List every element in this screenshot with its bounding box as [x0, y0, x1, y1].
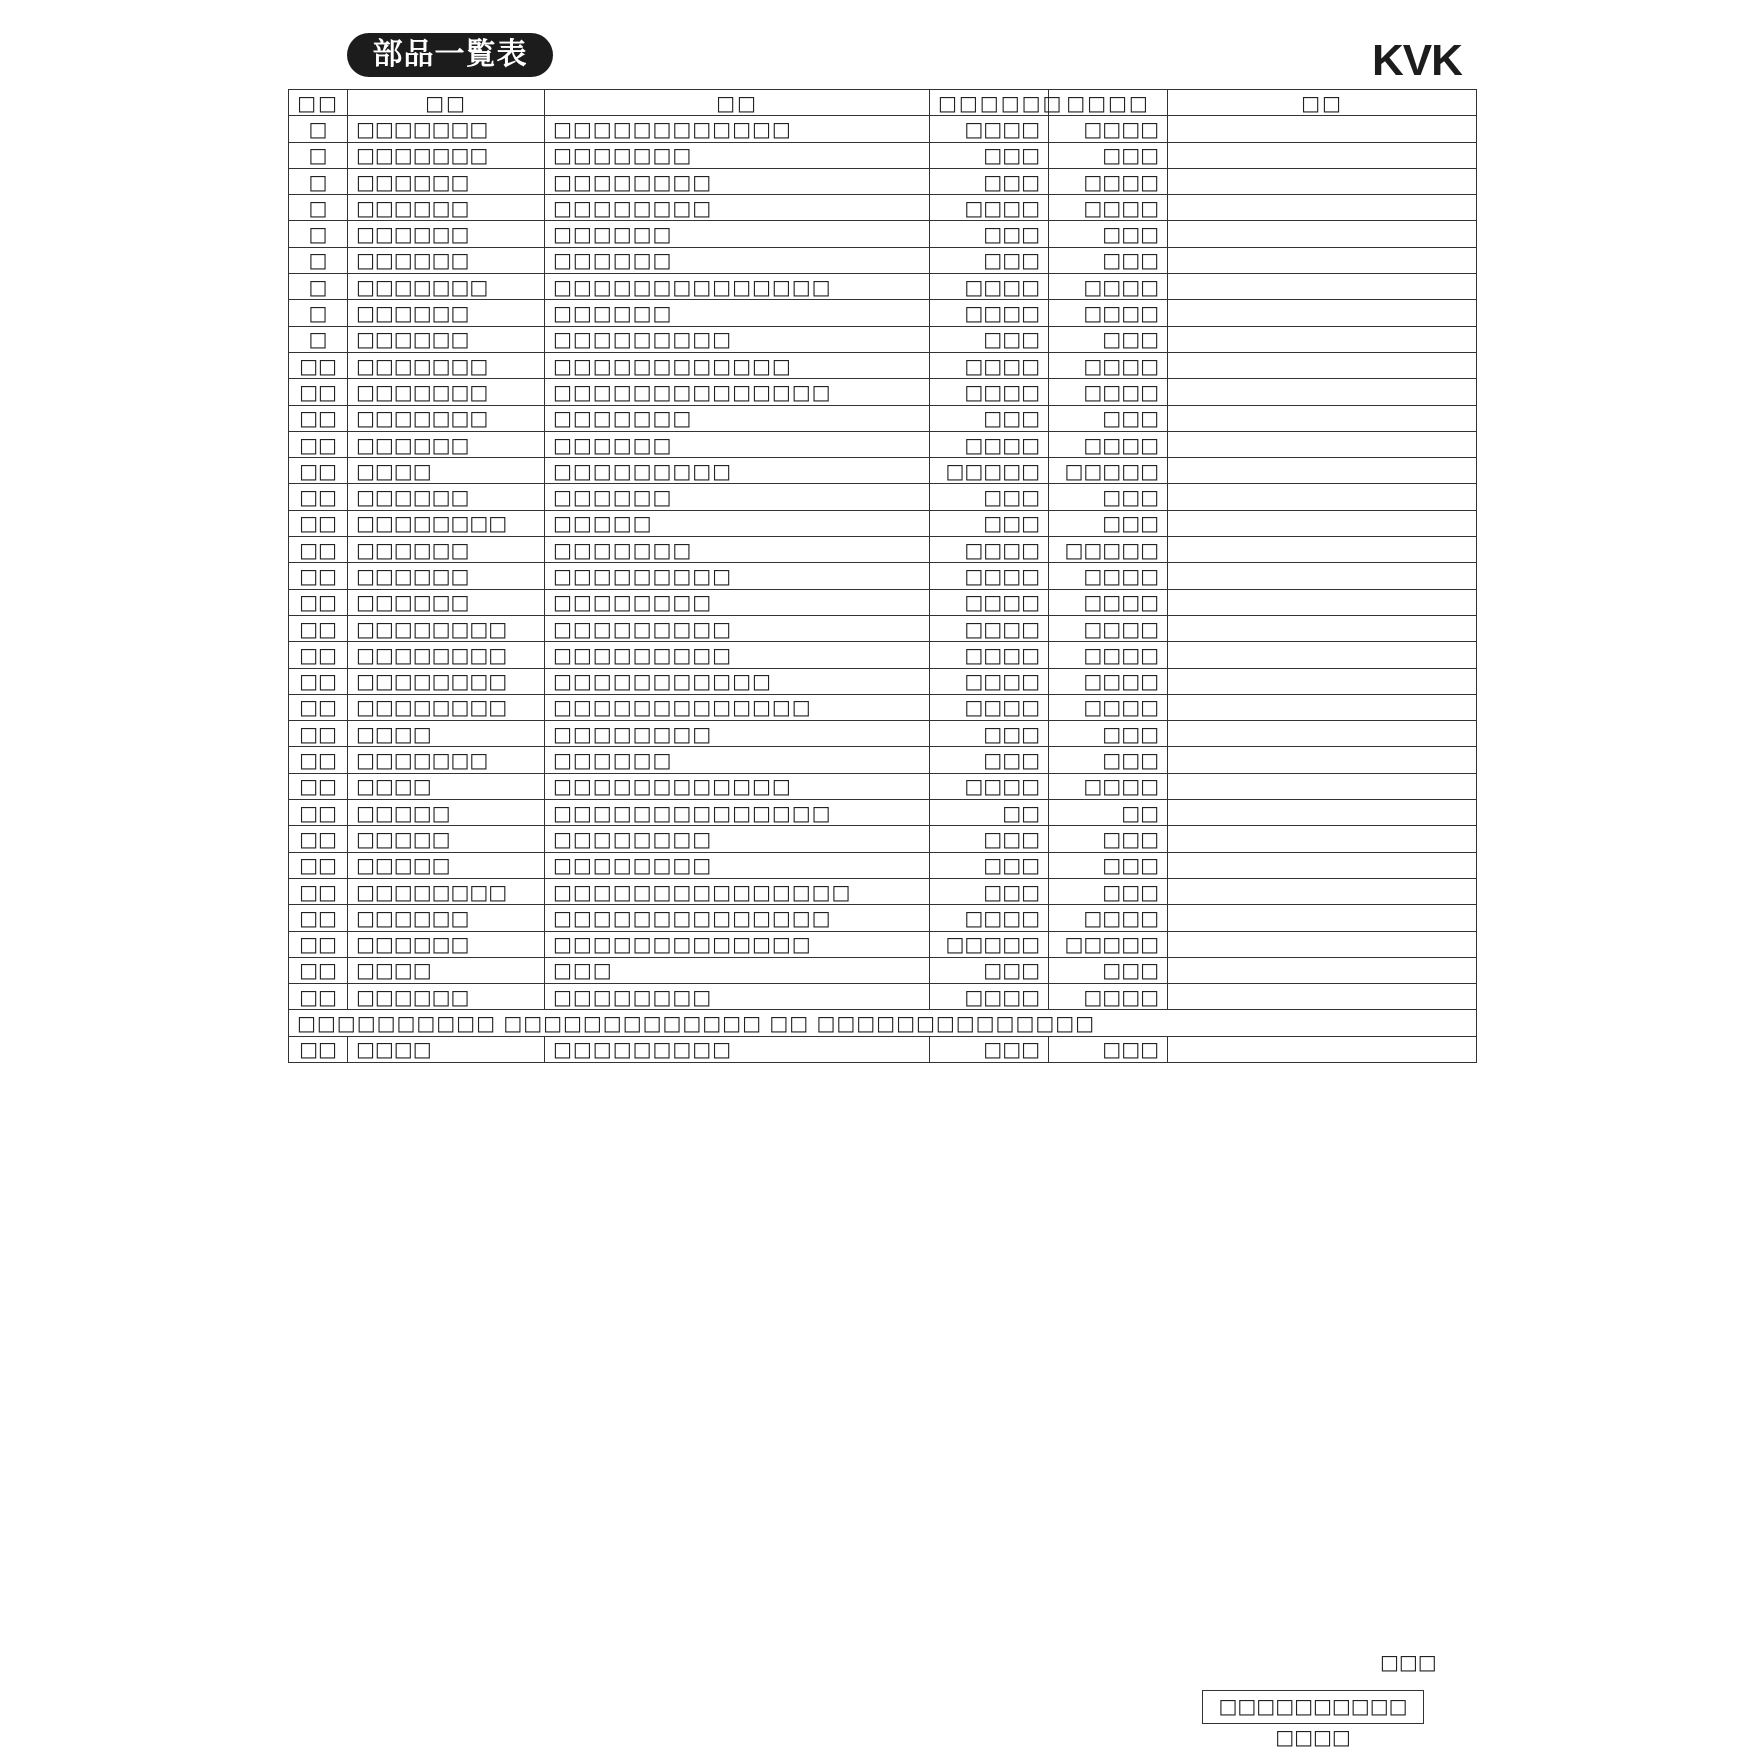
- cell-note: [1168, 773, 1477, 799]
- cell-price1: □□□□: [930, 694, 1049, 720]
- cell-name: □□□□□□: [545, 221, 930, 247]
- table-row: [289, 537, 1477, 563]
- cell-no: □□: [289, 852, 348, 878]
- table-row: [289, 826, 1477, 852]
- cell-price2: □□□: [1049, 721, 1168, 747]
- table-row: [289, 405, 1477, 431]
- table-body: [289, 116, 1477, 1063]
- cell-name: □□□□□□□□□□□□□: [545, 694, 930, 720]
- cell-price1: □□□: [930, 878, 1049, 904]
- cell-no: □□: [289, 694, 348, 720]
- table-row: [289, 957, 1477, 983]
- cell-code: □□□□□□: [348, 537, 545, 563]
- cell-note: [1168, 458, 1477, 484]
- table-row: [289, 668, 1477, 694]
- cell-name: □□□□□□□□□: [545, 458, 930, 484]
- cell-price2: □□□: [1049, 878, 1168, 904]
- cell-name: □□□□□□: [545, 247, 930, 273]
- cell-note: [1168, 168, 1477, 194]
- cell-name: □□□□□□□: [545, 537, 930, 563]
- cell-code: □□□□□□: [348, 195, 545, 221]
- cell-price2: □□□□: [1049, 773, 1168, 799]
- cell-price2: □□□□□: [1049, 458, 1168, 484]
- cell-code: □□□□□□: [348, 563, 545, 589]
- cell-code: □□□□□□□: [348, 142, 545, 168]
- cell-note: [1168, 274, 1477, 300]
- cell-note: [1168, 852, 1477, 878]
- table-row: [289, 800, 1477, 826]
- cell-price1: □□□: [930, 957, 1049, 983]
- cell-price1: □□□: [930, 405, 1049, 431]
- cell-no: □: [289, 195, 348, 221]
- cell-no: □: [289, 221, 348, 247]
- cell-code: □□□□: [348, 458, 545, 484]
- cell-price1: □□□□: [930, 589, 1049, 615]
- cell-price2: □□□□: [1049, 563, 1168, 589]
- table-row: [289, 721, 1477, 747]
- table-row: [289, 431, 1477, 457]
- cell-price2: □□□: [1049, 142, 1168, 168]
- cell-note: [1168, 615, 1477, 641]
- column-header-no: □□: [289, 90, 348, 116]
- cell-name: □□□□□□: [545, 300, 930, 326]
- cell-price1: □□□: [930, 221, 1049, 247]
- cell-code: □□□□□□□□: [348, 878, 545, 904]
- cell-price2: □□□: [1049, 484, 1168, 510]
- cell-name: □□□□□□□□□□□□□□□: [545, 878, 930, 904]
- cell-code: □□□□□□: [348, 300, 545, 326]
- cell-price2: □□□□: [1049, 379, 1168, 405]
- table-row: [289, 458, 1477, 484]
- page-number: □□□: [1380, 1650, 1437, 1674]
- page-title: 部品一覧表: [347, 33, 553, 77]
- cell-code: □□□□□□: [348, 326, 545, 352]
- cell-price1: □□□: [930, 510, 1049, 536]
- cell-price1: □□□: [930, 247, 1049, 273]
- table-row: [289, 589, 1477, 615]
- parts-table: [288, 89, 1477, 1063]
- cell-price2: □□□□□: [1049, 537, 1168, 563]
- column-header-price2: □□□□: [1049, 90, 1168, 116]
- cell-code: □□□□: [348, 1036, 545, 1062]
- cell-price1: □□: [930, 800, 1049, 826]
- cell-price2: □□□□: [1049, 694, 1168, 720]
- cell-price1: □□□: [930, 326, 1049, 352]
- cell-note: [1168, 195, 1477, 221]
- cell-name: □□□: [545, 957, 930, 983]
- table-row: [289, 379, 1477, 405]
- cell-price1: □□□□: [930, 195, 1049, 221]
- table-row: [289, 326, 1477, 352]
- cell-no: □□: [289, 931, 348, 957]
- cell-name: □□□□□□□□: [545, 721, 930, 747]
- cell-no: □: [289, 168, 348, 194]
- cell-name: □□□□□□□□: [545, 195, 930, 221]
- cell-name: □□□□□□□□□: [545, 563, 930, 589]
- cell-price1: □□□: [930, 826, 1049, 852]
- cell-note: [1168, 1036, 1477, 1062]
- cell-name: □□□□□□: [545, 484, 930, 510]
- table-row: [289, 247, 1477, 273]
- cell-name: □□□□□□□□□□□□□□: [545, 905, 930, 931]
- table-row: [289, 642, 1477, 668]
- cell-name: □□□□□□□□□□□□□□: [545, 800, 930, 826]
- column-header-code: □□: [348, 90, 545, 116]
- table-note-row: [289, 1010, 1477, 1036]
- table-row: [289, 747, 1477, 773]
- cell-name: □□□□□□□□□: [545, 326, 930, 352]
- cell-price2: □□□□: [1049, 300, 1168, 326]
- table-row: [289, 984, 1477, 1010]
- cell-price1: □□□□: [930, 615, 1049, 641]
- table-row: [289, 694, 1477, 720]
- cell-code: □□□□□: [348, 826, 545, 852]
- cell-name: □□□□□□: [545, 747, 930, 773]
- cell-name: □□□□□□□: [545, 405, 930, 431]
- cell-code: □□□□□□□: [348, 352, 545, 378]
- cell-name: □□□□□□□□□: [545, 615, 930, 641]
- cell-no: □□: [289, 642, 348, 668]
- document-code-box: □□□□□□□□□□ □□□□: [1202, 1690, 1424, 1724]
- cell-code: □□□□□□□□: [348, 615, 545, 641]
- table-row: [289, 116, 1477, 142]
- table-row: [289, 773, 1477, 799]
- table-row: [289, 510, 1477, 536]
- cell-price1: □□□: [930, 168, 1049, 194]
- cell-price1: □□□□□: [930, 931, 1049, 957]
- cell-note: [1168, 589, 1477, 615]
- cell-name: □□□□□□□□□□□□: [545, 116, 930, 142]
- cell-name: □□□□□: [545, 510, 930, 536]
- cell-price1: □□□□: [930, 352, 1049, 378]
- cell-no: □□: [289, 615, 348, 641]
- cell-price1: □□□□: [930, 116, 1049, 142]
- cell-price1: □□□□: [930, 431, 1049, 457]
- cell-note: [1168, 694, 1477, 720]
- table-row: [289, 852, 1477, 878]
- table-row: [289, 905, 1477, 931]
- cell-name: □□□□□□□□□□□□□: [545, 931, 930, 957]
- spanning-note: □□□□□□□□□□ □□□□□□□□□□□□□ □□ □□□□□□□□□□□□□□: [289, 1010, 1477, 1036]
- cell-price2: □□□: [1049, 957, 1168, 983]
- cell-name: □□□□□□□□□: [545, 1036, 930, 1062]
- cell-no: □: [289, 116, 348, 142]
- cell-price1: □□□: [930, 142, 1049, 168]
- cell-price2: □□□□: [1049, 168, 1168, 194]
- cell-no: □□: [289, 405, 348, 431]
- cell-code: □□□□□□□□: [348, 642, 545, 668]
- cell-code: □□□□□□: [348, 484, 545, 510]
- cell-note: [1168, 379, 1477, 405]
- cell-name: □□□□□□□□□□□□: [545, 773, 930, 799]
- cell-name: □□□□□□□□□□□□□□: [545, 379, 930, 405]
- cell-price1: □□□□: [930, 300, 1049, 326]
- cell-note: [1168, 563, 1477, 589]
- cell-price1: □□□□: [930, 905, 1049, 931]
- cell-price2: □□□□: [1049, 589, 1168, 615]
- cell-note: [1168, 537, 1477, 563]
- cell-name: □□□□□□□□: [545, 168, 930, 194]
- cell-price1: □□□: [930, 852, 1049, 878]
- cell-note: [1168, 878, 1477, 904]
- cell-note: [1168, 221, 1477, 247]
- cell-code: □□□□: [348, 957, 545, 983]
- table-row: [289, 168, 1477, 194]
- cell-no: □□: [289, 431, 348, 457]
- cell-no: □□: [289, 352, 348, 378]
- cell-price1: □□□□: [930, 379, 1049, 405]
- cell-code: □□□□: [348, 773, 545, 799]
- cell-price1: □□□□: [930, 563, 1049, 589]
- cell-no: □□: [289, 379, 348, 405]
- cell-code: □□□□□□: [348, 221, 545, 247]
- cell-no: □□: [289, 905, 348, 931]
- cell-name: □□□□□□□□: [545, 984, 930, 1010]
- cell-price1: □□□□□: [930, 458, 1049, 484]
- table-row: [289, 195, 1477, 221]
- cell-price2: □□□: [1049, 510, 1168, 536]
- cell-price2: □□□□: [1049, 668, 1168, 694]
- cell-name: □□□□□□: [545, 431, 930, 457]
- cell-code: □□□□□□□: [348, 116, 545, 142]
- cell-code: □□□□: [348, 721, 545, 747]
- cell-no: □□: [289, 589, 348, 615]
- column-header-price1: □□□□□□: [930, 90, 1049, 116]
- table-row: [289, 352, 1477, 378]
- cell-no: □□: [289, 800, 348, 826]
- cell-no: □□: [289, 984, 348, 1010]
- cell-note: [1168, 800, 1477, 826]
- cell-note: [1168, 984, 1477, 1010]
- cell-code: □□□□□□: [348, 905, 545, 931]
- table-row: [289, 142, 1477, 168]
- cell-note: [1168, 510, 1477, 536]
- cell-no: □: [289, 326, 348, 352]
- table-row: [289, 1036, 1477, 1062]
- cell-code: □□□□□□: [348, 589, 545, 615]
- cell-no: □□: [289, 773, 348, 799]
- cell-code: □□□□□□: [348, 168, 545, 194]
- cell-note: [1168, 326, 1477, 352]
- cell-price2: □□□: [1049, 326, 1168, 352]
- cell-price2: □□□: [1049, 221, 1168, 247]
- cell-name: □□□□□□□□: [545, 826, 930, 852]
- cell-price1: □□□: [930, 747, 1049, 773]
- cell-price2: □□□: [1049, 747, 1168, 773]
- cell-name: □□□□□□□□: [545, 852, 930, 878]
- cell-note: [1168, 484, 1477, 510]
- cell-code: □□□□□□: [348, 247, 545, 273]
- cell-name: □□□□□□□□□: [545, 642, 930, 668]
- cell-code: □□□□□□□□: [348, 694, 545, 720]
- cell-note: [1168, 352, 1477, 378]
- cell-price2: □□□□: [1049, 195, 1168, 221]
- cell-price2: □□□: [1049, 826, 1168, 852]
- cell-code: □□□□□□: [348, 431, 545, 457]
- cell-name: □□□□□□□: [545, 142, 930, 168]
- cell-price2: □□: [1049, 800, 1168, 826]
- table-row: [289, 221, 1477, 247]
- cell-price2: □□□□: [1049, 116, 1168, 142]
- cell-code: □□□□□□□: [348, 379, 545, 405]
- cell-price2: □□□□: [1049, 905, 1168, 931]
- cell-price2: □□□: [1049, 247, 1168, 273]
- cell-price2: □□□□: [1049, 274, 1168, 300]
- cell-price1: □□□□: [930, 642, 1049, 668]
- cell-note: [1168, 931, 1477, 957]
- cell-note: [1168, 747, 1477, 773]
- cell-no: □□: [289, 957, 348, 983]
- cell-name: □□□□□□□□□□□□□□: [545, 274, 930, 300]
- cell-no: □□: [289, 747, 348, 773]
- cell-price2: □□□□: [1049, 642, 1168, 668]
- cell-price2: □□□: [1049, 852, 1168, 878]
- table-row: [289, 878, 1477, 904]
- cell-no: □□: [289, 826, 348, 852]
- cell-note: [1168, 642, 1477, 668]
- cell-price2: □□□□□: [1049, 931, 1168, 957]
- cell-note: [1168, 300, 1477, 326]
- cell-code: □□□□□□□□: [348, 510, 545, 536]
- cell-no: □: [289, 247, 348, 273]
- cell-code: □□□□□□: [348, 931, 545, 957]
- cell-no: □□: [289, 510, 348, 536]
- cell-price2: □□□: [1049, 405, 1168, 431]
- table-header-row: [289, 90, 1477, 116]
- cell-code: □□□□□□□: [348, 747, 545, 773]
- cell-no: □□: [289, 1036, 348, 1062]
- cell-name: □□□□□□□□□□□□: [545, 352, 930, 378]
- cell-price1: □□□: [930, 721, 1049, 747]
- cell-note: [1168, 405, 1477, 431]
- cell-note: [1168, 668, 1477, 694]
- cell-no: □□: [289, 484, 348, 510]
- cell-price2: □□□: [1049, 1036, 1168, 1062]
- cell-note: [1168, 116, 1477, 142]
- cell-no: □□: [289, 563, 348, 589]
- brand-logo: KVK: [1372, 36, 1462, 85]
- cell-price1: □□□□: [930, 274, 1049, 300]
- cell-note: [1168, 721, 1477, 747]
- cell-name: □□□□□□□□□□□: [545, 668, 930, 694]
- table-row: [289, 615, 1477, 641]
- cell-no: □: [289, 274, 348, 300]
- cell-no: □□: [289, 668, 348, 694]
- cell-price2: □□□□: [1049, 984, 1168, 1010]
- cell-price1: □□□□: [930, 537, 1049, 563]
- cell-no: □□: [289, 721, 348, 747]
- cell-note: [1168, 247, 1477, 273]
- column-header-note: □□: [1168, 90, 1477, 116]
- cell-note: [1168, 142, 1477, 168]
- table-row: [289, 563, 1477, 589]
- cell-price2: □□□□: [1049, 615, 1168, 641]
- table-row: [289, 484, 1477, 510]
- cell-code: □□□□□□□□: [348, 668, 545, 694]
- cell-no: □: [289, 142, 348, 168]
- cell-code: □□□□□: [348, 852, 545, 878]
- table-row: [289, 274, 1477, 300]
- cell-note: [1168, 905, 1477, 931]
- cell-note: [1168, 957, 1477, 983]
- cell-code: □□□□□□□: [348, 405, 545, 431]
- cell-price1: □□□: [930, 1036, 1049, 1062]
- cell-code: □□□□□□□: [348, 274, 545, 300]
- cell-note: [1168, 826, 1477, 852]
- cell-no: □□: [289, 537, 348, 563]
- cell-price2: □□□□: [1049, 352, 1168, 378]
- cell-note: [1168, 431, 1477, 457]
- table-row: [289, 931, 1477, 957]
- table-row: [289, 300, 1477, 326]
- cell-price1: □□□: [930, 484, 1049, 510]
- cell-price1: □□□□: [930, 773, 1049, 799]
- cell-price2: □□□□: [1049, 431, 1168, 457]
- cell-no: □□: [289, 458, 348, 484]
- cell-name: □□□□□□□□: [545, 589, 930, 615]
- cell-price1: □□□□: [930, 668, 1049, 694]
- column-header-name: □□: [545, 90, 930, 116]
- cell-no: □□: [289, 878, 348, 904]
- cell-code: □□□□□□: [348, 984, 545, 1010]
- cell-no: □: [289, 300, 348, 326]
- cell-price1: □□□□: [930, 984, 1049, 1010]
- cell-code: □□□□□: [348, 800, 545, 826]
